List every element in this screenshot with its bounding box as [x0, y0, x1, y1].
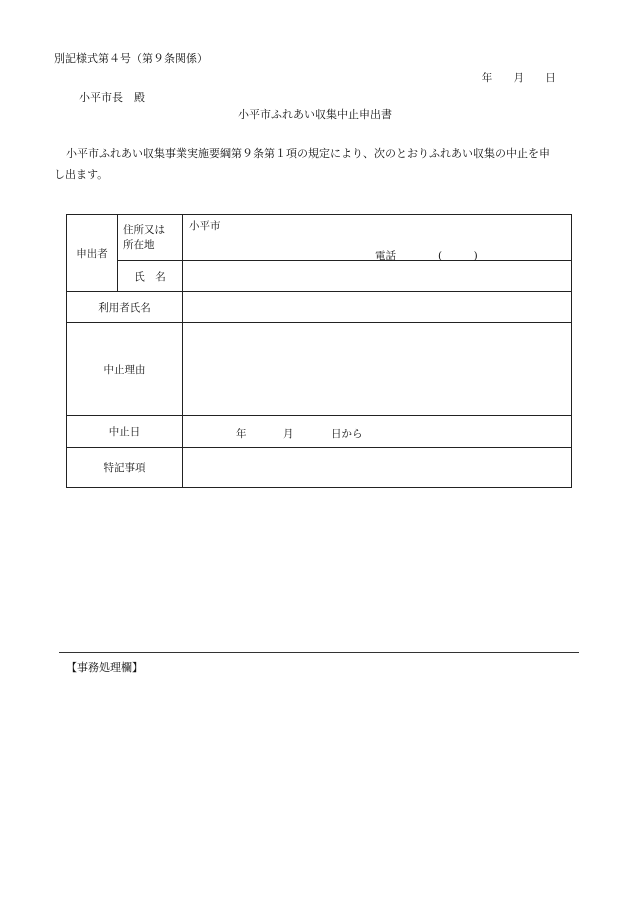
office-divider	[59, 652, 579, 653]
applicant-label: 申出者	[67, 215, 118, 292]
reason-label: 中止理由	[67, 323, 183, 416]
date-year: 年	[481, 72, 493, 84]
user-name-field[interactable]	[183, 292, 572, 323]
stop-date-label: 中止日	[67, 416, 183, 448]
application-form-table	[66, 214, 572, 488]
name-label: 氏 名	[118, 261, 183, 292]
stop-date-month: 月	[283, 428, 294, 440]
stop-date-day: 日から	[331, 428, 363, 440]
address-label-line1: 住所又は	[123, 223, 165, 236]
phone-label: 電話	[375, 250, 396, 262]
form-id: 別記様式第４号（第９条関係）	[54, 52, 208, 65]
address-label	[118, 215, 183, 261]
user-name-label: 利用者氏名	[67, 292, 183, 323]
stop-date-field[interactable]	[183, 416, 572, 448]
notes-label: 特記事項	[67, 448, 183, 488]
name-field[interactable]	[183, 261, 572, 292]
phone-field[interactable]: ( )	[438, 250, 478, 262]
body-text: 小平市ふれあい収集事業実施要綱第９条第１項の規定により、次のとおりふれあい収集の中止を申し出ます。	[54, 147, 550, 181]
submission-date	[482, 70, 556, 85]
address-prefix: 小平市	[189, 220, 221, 232]
address-field[interactable]	[183, 215, 572, 261]
address-label-line2: 所在地	[123, 238, 155, 251]
notes-field[interactable]	[183, 448, 572, 488]
date-month: 月	[513, 72, 525, 84]
document-title: 小平市ふれあい収集中止申出書	[238, 108, 392, 121]
date-day: 日	[545, 72, 556, 84]
reason-field[interactable]	[183, 323, 572, 416]
stop-date-year: 年	[236, 428, 247, 440]
office-use-label: 【事務処理欄】	[66, 661, 143, 674]
addressee: 小平市長 殿	[79, 91, 145, 104]
